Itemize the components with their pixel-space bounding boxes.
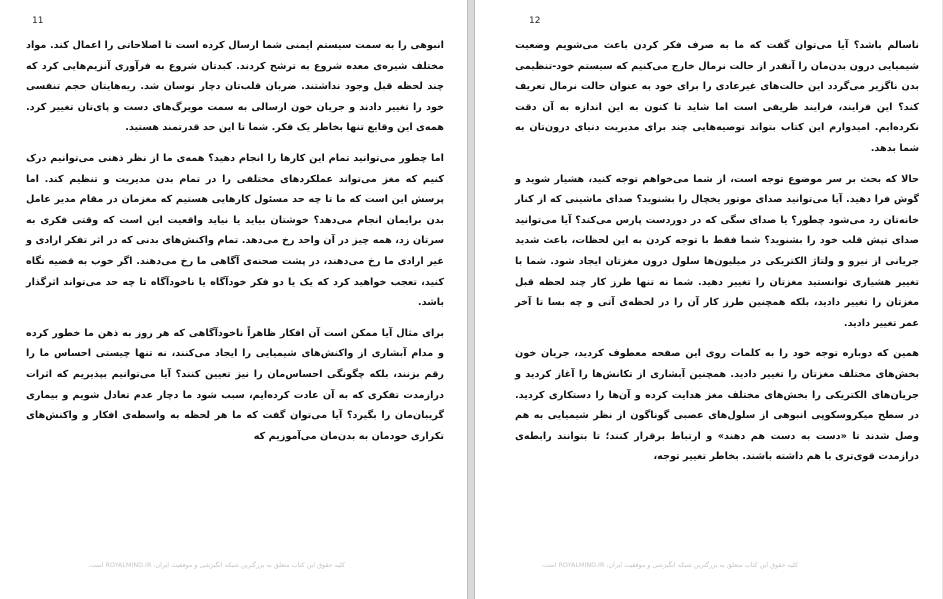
page-right [475,0,942,599]
page-number: 11 [32,16,44,26]
copyright-footer: کلیه حقوق این کتاب متعلق به بزرگترین شبکه انگیزشی و موفقیت ایران، ROYALMIND.IR است. [88,561,346,569]
page-number: 12 [529,16,541,26]
paragraph: انبوهی را به سمت سیستم ایمنی شما ارسال کرده است تا اصلاحاتی را اعمال کند. مواد مختلف شیره‌ی معده شروع به ترشح کردند. کبدتان شروع به فرآوری آنزیم‌هایی کرد که چند لحظه قبل وجود نداشتند. ضربان قلب‌تان دچار نوسان شد. ریه‌هایتان حجم تنفسی خود را تغییر دادند و جریان خون ارسالی به سمت مویرگ‌های دست و پای‌تان تغییر کرد. همه‌ی این وقایع تنها بخاطر یک فکر. شما تا این حد قدرتمند هستید. [26,40,444,134]
paragraph: اما چطور می‌توانید تمام این کارها را انجام دهید؟ همه‌ی ما از نظر ذهنی می‌توانیم درک کنیم که مغز می‌تواند عملکردهای مختلفی را در تمام بدن مدیریت و تنظیم کند. اما پرسش این است که ما تا چه حد مسئول کارهایی هستیم که مغزمان در مقام مدیر عامل بدن برایمان انجام می‌دهد؟ خوشتان بیاید یا نیاید واقعیت این است که وقتی فکری به سرتان زد، همه چیز در آن واحد رخ می‌دهد. تمام واکنش‌های بدنی که در اثر تفکر ارادی و غیر ارادی ما رخ می‌دهند، در پشت صحنه‌ی آگاهی ما رخ می‌دهند. اگر خوب به قضیه نگاه کنید، تعجب خواهید کرد که یک یا دو فکر خودآگاه یا ناخودآگاه تا چه حد می‌تواند اثرگذار باشد. [26,152,444,309]
page-left [0,0,467,599]
page-divider [467,0,475,599]
page-body [515,36,919,478]
page-body [26,36,444,457]
paragraph: حالا که بحث بر سر موضوع توجه است، از شما می‌خواهم توجه کنید، هشیار شوید و گوش فرا دهید. آیا می‌توانید صدای موتور یخچال را بشنوید؟ صدای ماشینی که از کنار خانه‌تان رد می‌شود چطور؟ یا صدای سگی که در دوردست پارس می‌کند؟ آیا می‌توانید صدای تپش قلب خود را بشنوید؟ شما فقط با توجه کردن به این لحظات، باعث شدید جریانی از نیرو و ولتاژ الکتریکی در میلیون‌ها سلول درون مغزتان ایجاد شود. شما با تغییر هشیاری توانستید مغزتان را تغییر دهید. شما نه تنها طرز کار چند لحظه قبل مغزتان را تغییر دادید، بلکه همچنین طرز کار آن را در لحظه‌ی آتی و چه بسا تا آخر عمر تغییر دادید. [515,173,919,329]
paragraph: برای مثال آیا ممکن است آن افکار ظاهراً ناخودآگاهی که هر روز به ذهن ما خطور کرده و مدام آبشاری از واکنش‌های شیمیایی را ایجاد می‌کنند، نه تنها چیستی احساس ما را رقم بزنند، بلکه چگونگی احساس‌مان را نیز تعیین کنند؟ آیا می‌توانیم بپذیریم که اثرات درازمدت تفکری که به آن عادت کرده‌ایم، سبب شود ما دچار عدم تعادل شویم و بیماری گریبان‌مان را بگیرد؟ آیا می‌توان گفت که ما هر لحظه به واسطه‌ی افکار و واکنش‌های تکراری خودمان به بدن‌مان می‌آموزیم که [26,327,444,442]
paragraph: ناسالم باشد؟ آیا می‌توان گفت که ما به صرف فکر کردن باعث می‌شویم وضعیت شیمیایی درون بدن‌مان را آنقدر از حالت نرمال خارج می‌کنیم که سیستم خود-تنظیمی بدن ناگزیر می‌گردد این حالت‌های غیرعادی را برای خود به عنوان حالت نرمال تعریف کند؟ این فرایند، فرایند ظریفی است اما شاید تا کنون به این اندازه به آن دقت نکرده‌ایم. امیدوارم این کتاب بتواند توصیه‌هایی چند برای مدیریت دنیای درون‌تان به شما بدهد. [515,40,919,154]
paragraph: همین که دوباره توجه خود را به کلمات روی این صفحه معطوف کردید، جریان خون بخش‌های مختلف مغزتان را تغییر دادید. همچنین آبشاری از تکانش‌ها را آغاز کردید و جریان‌های الکتریکی را بخش‌های مختلف مغز هدایت کرده و آن‌ها را دستکاری کردید. در سطح میکروسکوپی انبوهی از سلول‌های عصبی گوناگون از نظر شیمیایی به هم وصل شدند تا «دست به دست هم دهند» و ارتباط برقرار کنند؛ تا بتوانند رابطه‌ی درازمدت قوی‌تری با هم داشته باشند. بخاطر تغییر توجه، [515,348,919,463]
copyright-footer: کلیه حقوق این کتاب متعلق به بزرگترین شبکه انگیزشی و موفقیت ایران، ROYALMIND.IR است. [541,561,799,569]
